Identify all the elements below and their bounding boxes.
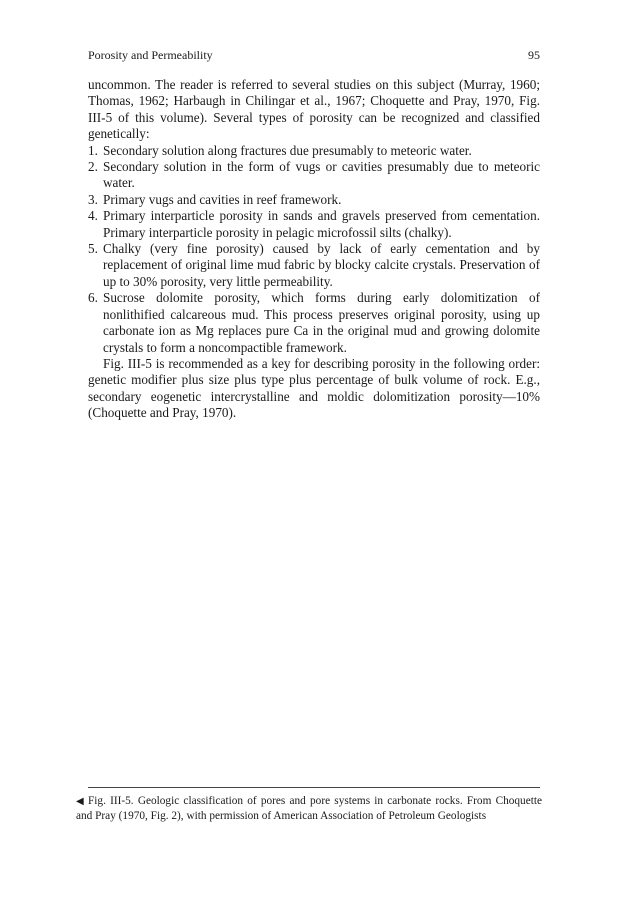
list-item	[88, 192, 540, 208]
list-item-text: Secondary solution in the form of vugs or cavities presumably due to meteoric water.	[103, 159, 540, 191]
page-content	[88, 48, 540, 422]
list-item	[88, 159, 540, 192]
list-item-number: 4.	[88, 208, 98, 224]
page-number: 95	[528, 48, 540, 62]
list-item	[88, 290, 540, 356]
list-item	[88, 143, 540, 159]
running-header	[88, 48, 540, 62]
closing-paragraph: Fig. III-5 is recommended as a key for describing porosity in the following order: genetic modifier plus size plus type plus percentage of bulk volume of rock. E.g., secondary eogenetic intercrystalline and moldic dolomitization porosity—10% (Choquette and Pray, 1970).	[88, 355, 540, 421]
list-item-text: Sucrose dolomite porosity, which forms during early dolomitization of nonlithified calcareous mud. This process preserves original porosity, using up carbonate ion as Mg replaces pure Ca in the original mud and growing dolomite crystals to form a noncompactible framework.	[103, 290, 540, 355]
running-title: Porosity and Permeability	[88, 48, 213, 62]
figure-footnote	[76, 794, 542, 823]
footnote-text: Fig. III-5. Geologic classification of pores and pore systems in carbonate rocks. From Choquette and Pray (1970, Fig. 2), with permission of American Association of Petroleum Geologists	[76, 795, 542, 822]
list-item-number: 1.	[88, 142, 98, 158]
list-item	[88, 208, 540, 241]
left-arrow-icon: ◀	[76, 796, 84, 807]
footnote-divider	[88, 787, 540, 788]
intro-paragraph: uncommon. The reader is referred to several studies on this subject (Murray, 1960; Thomas, 1962; Harbaugh in Chilingar et al., 1967; Choquette and Pray, 1970, Fig. III-5 of this volume). Several types of porosity can be recognized and classified genetically:	[88, 77, 540, 142]
list-item-text: Secondary solution along fractures due presumably to meteoric water.	[103, 142, 472, 158]
list-item-text: Primary vugs and cavities in reef framework.	[103, 191, 342, 207]
list-item-text: Primary interparticle porosity in sands and gravels preserved from cementation. Primary interparticle porosity in pelagic microfossil silts (chalky).	[103, 208, 540, 240]
list-item	[88, 241, 540, 290]
list-item-text: Chalky (very fine porosity) caused by lack of early cementation and by replacement of original lime mud fabric by blocky calcite crystals. Preservation of up to 30% porosity, very little permeability.	[103, 241, 540, 289]
body-text	[88, 77, 540, 422]
porosity-type-list	[88, 143, 540, 356]
list-item-number: 3.	[88, 191, 98, 207]
list-item-number: 6.	[88, 290, 98, 306]
list-item-number: 2.	[88, 159, 98, 175]
list-item-number: 5.	[88, 241, 98, 257]
